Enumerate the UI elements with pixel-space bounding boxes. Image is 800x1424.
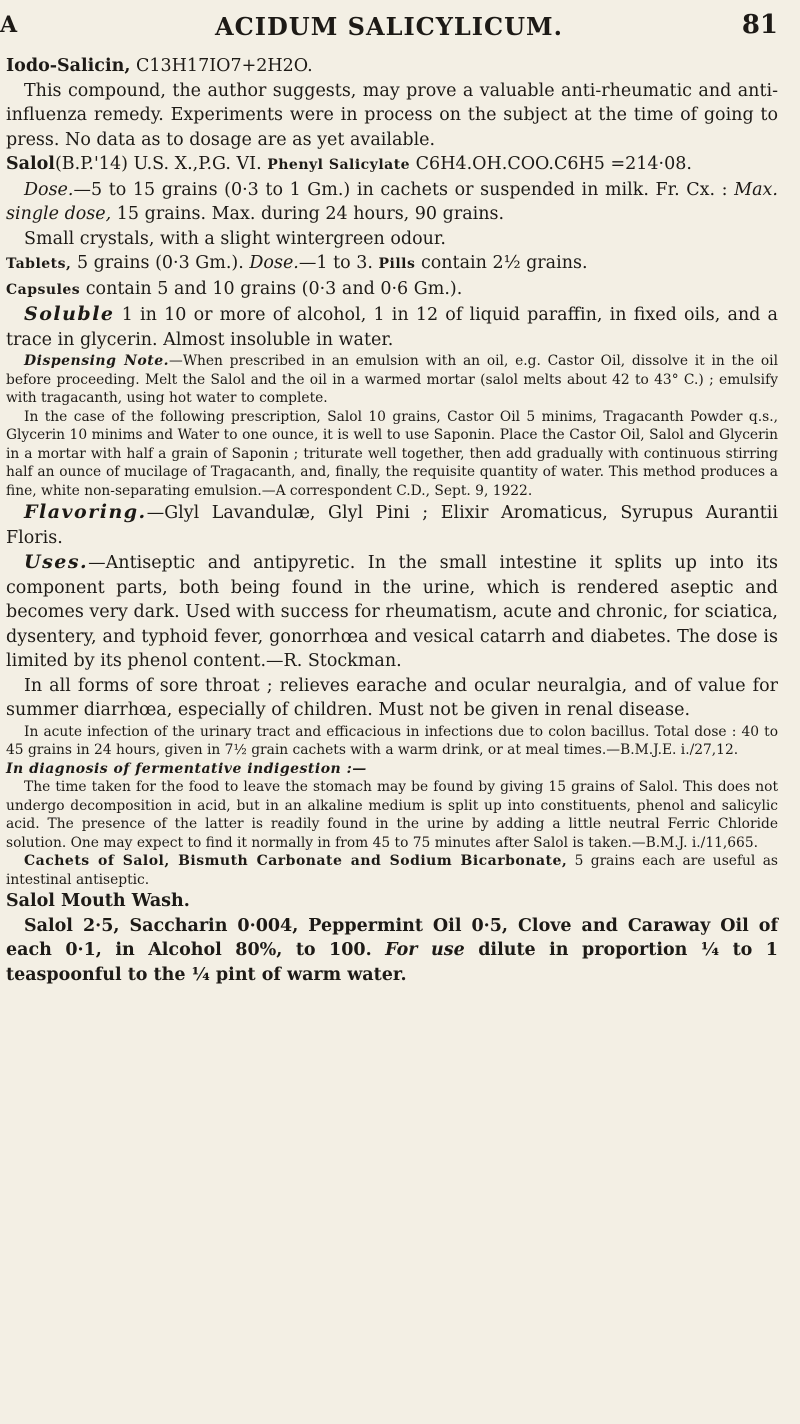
diagnosis-label: In diagnosis of fermentative indigestion :— [6, 760, 367, 777]
crystals-line: Small crystals, with a slight wintergreen odour. [24, 228, 446, 249]
capsules-line [6, 277, 778, 303]
salol-dose [6, 178, 778, 227]
page-number: 81 [741, 10, 778, 40]
soluble-text: 1 in 10 or more of alcohol, 1 in 12 of liquid paraffin, in fixed oils, and a trace in glycerin. Almost insoluble in water. [6, 305, 778, 350]
salol-formula: C6H4.OH.COO.C6H5 [415, 154, 605, 174]
dispensing-label: Dispensing Note. [24, 353, 170, 369]
pills-text: contain 2½ grains. [420, 253, 588, 273]
tablets-line [6, 251, 778, 277]
dose-text: —5 to 15 grains (0·3 to 1 Gm.) in cachets or suspended in milk. [73, 179, 649, 200]
tablets-label: Tablets, [6, 256, 72, 272]
salol-weight: =214·08. [610, 154, 692, 174]
mouthwash-text: Salol 2·5, Saccharin 0·004, Peppermint Oil 0·5, Clove and Caraway Oil of each 0·1, in Alcohol 80%, to 100. [6, 915, 778, 960]
capsules-text: contain 5 and 10 grains (0·3 and 0·6 Gm.). [85, 278, 463, 299]
uses-paragraph [6, 550, 778, 674]
cachets-paragraph [6, 852, 778, 889]
diagnosis-text: The time taken for the food to leave the stomach may be found by giving 15 grains of Salol. This does not undergo decomposition in acid, but in an alkaline medium is split up into constituents, phenol and salicylic acid. The presence of the latter is readily found in the urine by adding a little neutral Ferric Chloride solution. One may expect to find it normally in from 45 to 75 minutes after Salol is taken.—B.M.J. i./11,665. [6, 779, 778, 851]
flavoring-label: Flavoring. [24, 501, 147, 523]
dispensing-note [6, 352, 778, 408]
pills-label: Pills [378, 256, 416, 272]
max-single: Max. single dose, [6, 179, 778, 224]
tablets-dose: —1 to 3. [298, 253, 373, 273]
iodo-paragraph: This compound, the author suggests, may prove a valuable anti-rheumatic and anti-influenza remedy. Experiments were in process on the subject at the time of going to press. No data as to dosage are as yet available. [6, 80, 778, 150]
iodo-salicin-heading [6, 54, 778, 79]
for-use-label: For use [385, 940, 465, 960]
tablets-dose-label: Dose. [249, 253, 299, 273]
mouthwash-paragraph [6, 914, 778, 988]
fr-label: Fr. Cx. : [655, 179, 728, 200]
cachets-label: Cachets of Salol, Bismuth Carbonate and Sodium Bicarbonate, [24, 853, 568, 869]
dose-label: Dose. [24, 179, 74, 200]
header-title: ACIDUM SALICYLICUM. [215, 12, 563, 41]
soluble-label: Soluble [24, 303, 115, 325]
iodo-formula: C13H17IO7+2H2O. [136, 56, 313, 76]
dispensing-p1: —When prescribed in an emulsion with an oil, e.g. Castor Oil, dissolve it in the oil before proceeding. Melt the Salol and the oil in a warmed mortar (salol melts about 42 to 43° C.) ; emulsify with tragacanth, using hot water to complete. [6, 353, 779, 406]
iodo-name: Iodo-Salicin, [6, 56, 131, 76]
uses-p3: In acute infection of the urinary tract and efficacious in infections due to colon bacillus. Total dose : 40 to 45 grains in 24 hours, given in 7½ grain cachets with a warm drink, or at meal times.—B.M.J.E. i./27,12. [6, 723, 778, 758]
diagnosis-heading [6, 760, 778, 779]
salol-name: Salol [6, 154, 55, 174]
flavoring-paragraph [6, 500, 778, 550]
flavoring-text: —Glyl Lavandulæ, Glyl Pini ; Elixir Aromaticus, Syrupus Aurantii Floris. [6, 503, 778, 548]
mouthwash-title: Salol Mouth Wash. [6, 891, 190, 911]
running-header [0, 6, 778, 46]
uses-label: Uses. [24, 551, 89, 573]
soluble-paragraph [6, 302, 778, 352]
mouthwash-text2: dilute in proportion ¼ to 1 teaspoonful to the ¼ pint of warm water. [6, 940, 778, 985]
phenyl-label: Phenyl Salicylate [267, 157, 411, 173]
dispensing-p2: In the case of the following prescription, Salol 10 grains, Castor Oil 5 minims, Tragacanth Powder q.s., Glycerin 10 minims and Water to one ounce, it is well to use Saponin. Place the Castor Oil, Salol and Glycerin in a mortar with half a grain of Saponin ; triturate well together, then add gradually with continuous stirring half an ounce of mucilage of Tragacanth, and, finally, the requisite quantity of water. This method produces a fine, white non-separating emulsion.—A correspondent C.D., Sept. 9, 1922. [6, 408, 778, 499]
page-body [6, 54, 778, 987]
uses-p1: —Antiseptic and antipyretic. In the small intestine it splits up into its component parts, both being found in the urine, which is rendered aseptic and becomes very dark. Used with success for rheumatism, acute and chronic, for sciatica, dysentery, and typhoid fever, gonorrhœa and vesical catarrh and diabetes. The dose is limited by its phenol content.—R. Stockman. [6, 553, 778, 671]
capsules-label: Capsules [6, 281, 81, 298]
header-letter: A [0, 12, 18, 38]
max-text: 15 grains. Max. during 24 hours, 90 grains. [116, 204, 505, 224]
salol-heading [6, 152, 778, 178]
cachets-text: 5 grains each are useful as intestinal antiseptic. [6, 853, 779, 888]
salol-ref: (B.P.'14) U.S. X.,P.G. VI. [54, 154, 262, 174]
tablets-text: 5 grains (0·3 Gm.). [76, 253, 244, 273]
uses-p2: In all forms of sore throat ; relieves earache and ocular neuralgia, and of value for summer diarrhœa, especially of children. Must not be given in renal disease. [6, 675, 778, 720]
